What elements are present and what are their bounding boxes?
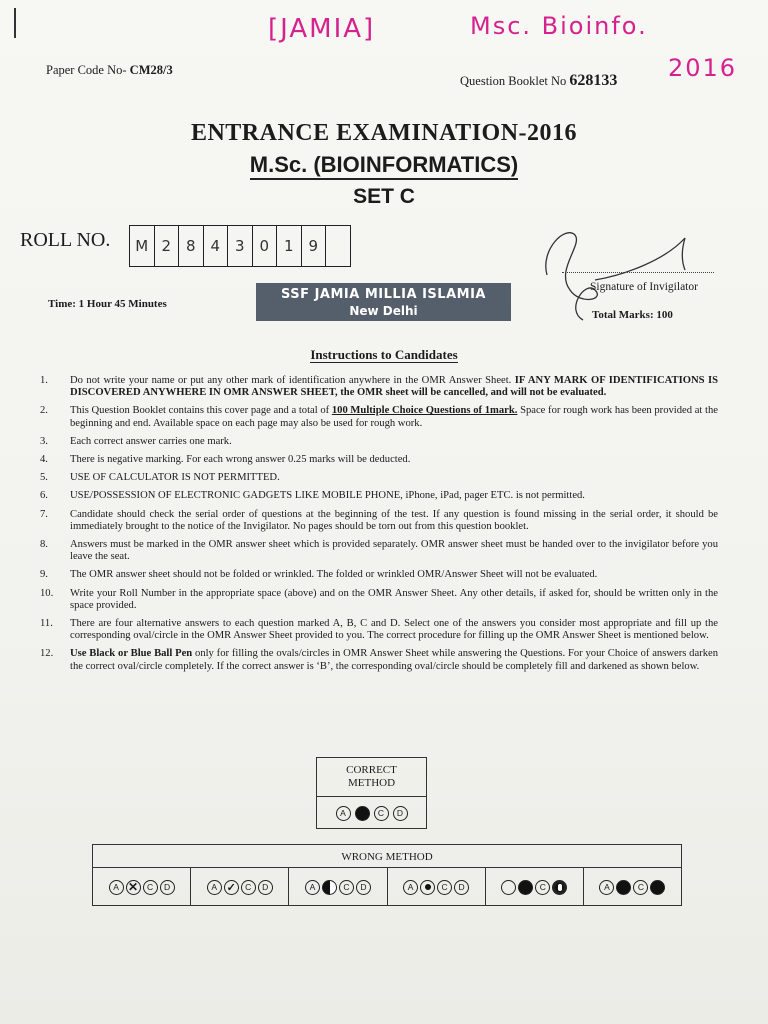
list-item [40,648,718,672]
bubble-a: A [109,880,124,895]
list-item [40,375,718,399]
booklet-label: Question Booklet No [460,74,567,88]
banner-subtitle: New Delhi [349,304,418,318]
booklet-number [460,72,617,90]
list-item [40,405,718,429]
instructions-list [40,375,718,679]
handwritten-institute: [JAMIA] [268,14,376,44]
item-number: 10. [40,587,54,599]
list-item [40,472,718,484]
course-title-text: M.Sc. (BIOINFORMATICS) [250,152,518,180]
signature-label: Signature of Invigilator [590,281,698,293]
item-text-underlined: 100 Multiple Choice Questions of 1mark. [331,405,518,417]
list-item [40,569,718,581]
list-item [40,454,718,466]
roll-digit: 8 [179,226,204,266]
wrong-example-cross [93,868,191,906]
item-text: There are four alternative answers to each question marked A, B, C and D. Select one of the answers you consider most appropriate and fill up the corresponding oval/circle in the OMR Answer Sheet provided to you. The correct procedure for filling up the OMR Answer Sheet is mentioned below. [70,618,718,642]
roll-digit: 1 [277,226,302,266]
correct-method-bubbles [317,796,426,829]
item-number: 8. [40,539,48,551]
bubble-b-filled [518,880,533,895]
bubble-b-ticked [224,880,239,895]
bubble-d: D [160,880,175,895]
item-text: Each correct answer carries one mark. [70,435,232,447]
wrong-example-multi [486,868,584,906]
bubble-c: C [437,880,452,895]
bubble-c: C [143,880,158,895]
list-item [40,436,718,448]
item-text: Write your Roll Number in the appropriate space (above) and on the OMR Answer Sheet. Any other details, if asked for, should be written only in the space provided. [70,587,718,611]
bubble-a: A [305,880,320,895]
margin-mark [14,8,16,38]
item-text-bold: IF ANY MARK OF IDENTIFICATIONS IS DISCOVERED ANYWHERE IN OMR ANSWER SHEET, the OMR sheet will be cancelled, and will not be evaluated. [70,375,718,399]
instructions-heading [0,347,768,363]
exam-title: ENTRANCE EXAMINATION-2016 [190,120,578,146]
bubble-a: A [599,880,614,895]
list-item [40,490,718,502]
item-number: 11. [40,618,53,630]
list-item [40,509,718,533]
list-item [40,588,718,612]
item-text: The OMR answer sheet should not be folded or wrinkled. The folded or wrinkled OMR/Answer Sheet will not be evaluated. [70,569,598,581]
wrong-example-half [289,868,387,906]
bubble-c: C [241,880,256,895]
item-text [70,648,718,672]
list-item [40,618,718,642]
bubble-d-filled [650,880,665,895]
roll-digit: 9 [302,226,327,266]
item-number: 5. [40,472,48,484]
correct-label-line: METHOD [347,777,396,789]
item-number: 1. [40,375,48,386]
item-text: Answers must be marked in the OMR answer sheet which is provided separately. OMR answer sheet must be handed over to the invigilator before you leave the seat. [70,539,718,563]
roll-digit: 0 [253,226,278,266]
item-text-part: This Question Booklet contains this cover page and a total of [70,405,332,417]
wrong-example-tick [191,868,289,906]
bubble-c: C [535,880,550,895]
wrong-example-double [584,868,681,906]
correct-method-label [317,764,426,790]
item-number: 2. [40,405,48,417]
paper-code [46,63,173,78]
bubble-b-filled [355,806,370,821]
roll-digit: M [130,226,155,266]
roll-digit: 4 [204,226,229,266]
item-text-part: only for filling the ovals/circles in OMR Answer Sheet while answering the Questions. For your Choice of answers darken the correct oval/circle completely. If the correct answer is ‘B’, the corresponding oval/circle should be completely fill and darkened as shown below. [70,648,718,672]
banner-title: SSF JAMIA MILLIA ISLAMIA [281,287,486,302]
roll-digit: 3 [228,226,253,266]
bubble-d-ring [552,880,567,895]
bubble-a-empty [501,880,516,895]
bubble-d: D [356,880,371,895]
handwritten-year: 2016 [668,54,738,82]
bubble-a: A [336,806,351,821]
signature-line [562,272,714,273]
roll-label: ROLL NO. [20,229,111,251]
bubble-c: C [633,880,648,895]
roll-digit: 2 [155,226,180,266]
item-text [70,375,718,399]
item-text [70,405,718,429]
handwritten-course: Msc. Bioinfo. [470,12,648,40]
bubble-d: D [393,806,408,821]
correct-label-line: CORRECT [346,764,397,776]
item-text-bold: Use Black or Blue Ball Pen [70,648,193,660]
bubble-c: C [339,880,354,895]
bubble-b-crossed [126,880,141,895]
item-number: 12. [40,648,54,660]
bubble-c: C [374,806,389,821]
paper-code-value: CM28/3 [129,63,173,77]
item-text-part: Do not write your name or put any other mark of identification anywhere in the OMR Answer Sheet. [70,375,515,386]
roll-digit [326,226,350,266]
instructions-heading-text: Instructions to Candidates [310,347,458,362]
list-item [40,539,718,563]
item-text: USE OF CALCULATOR IS NOT PERMITTED. [70,472,280,484]
bubble-b-half-filled [322,880,337,895]
bubble-b-filled [616,880,631,895]
watermark-banner [256,283,511,321]
item-number: 9. [40,569,48,581]
wrong-method-bubbles [93,867,681,906]
bubble-a: A [207,880,222,895]
roll-number-boxes [129,225,351,267]
item-text: There is negative marking. For each wrong answer 0.25 marks will be deducted. [70,454,411,466]
paper-code-label: Paper Code No- [46,63,127,77]
bubble-d: D [258,880,273,895]
wrong-example-dot [388,868,486,906]
course-title [0,152,768,178]
set-label: SET C [353,185,415,208]
item-number: 6. [40,490,48,502]
exam-time: Time: 1 Hour 45 Minutes [48,298,167,310]
bubble-a: A [403,880,418,895]
wrong-method-label: WRONG METHOD [341,851,433,863]
correct-method-box [316,757,427,829]
booklet-value: 628133 [569,72,618,89]
wrong-method-box [92,844,682,906]
item-number: 4. [40,454,48,466]
bubble-b-dotted [420,880,435,895]
item-text-part: Space for rough work has been provided at the beginning and end. Available space on each page may also be used for rough work. [70,405,718,429]
bubble-d: D [454,880,469,895]
item-number: 7. [40,508,48,520]
item-text: Candidate should check the serial order of questions at the beginning of the test. If any question is found missing in the serial order, it should be immediately brought to the notice of the Invigilator. No pages should be torn out from this question booklet. [70,508,718,532]
item-number: 3. [40,435,48,447]
total-marks: Total Marks: 100 [592,309,673,321]
item-text: USE/POSSESSION OF ELECTRONIC GADGETS LIKE MOBILE PHONE, iPhone, iPad, pager ETC. is not permitted. [70,490,585,502]
